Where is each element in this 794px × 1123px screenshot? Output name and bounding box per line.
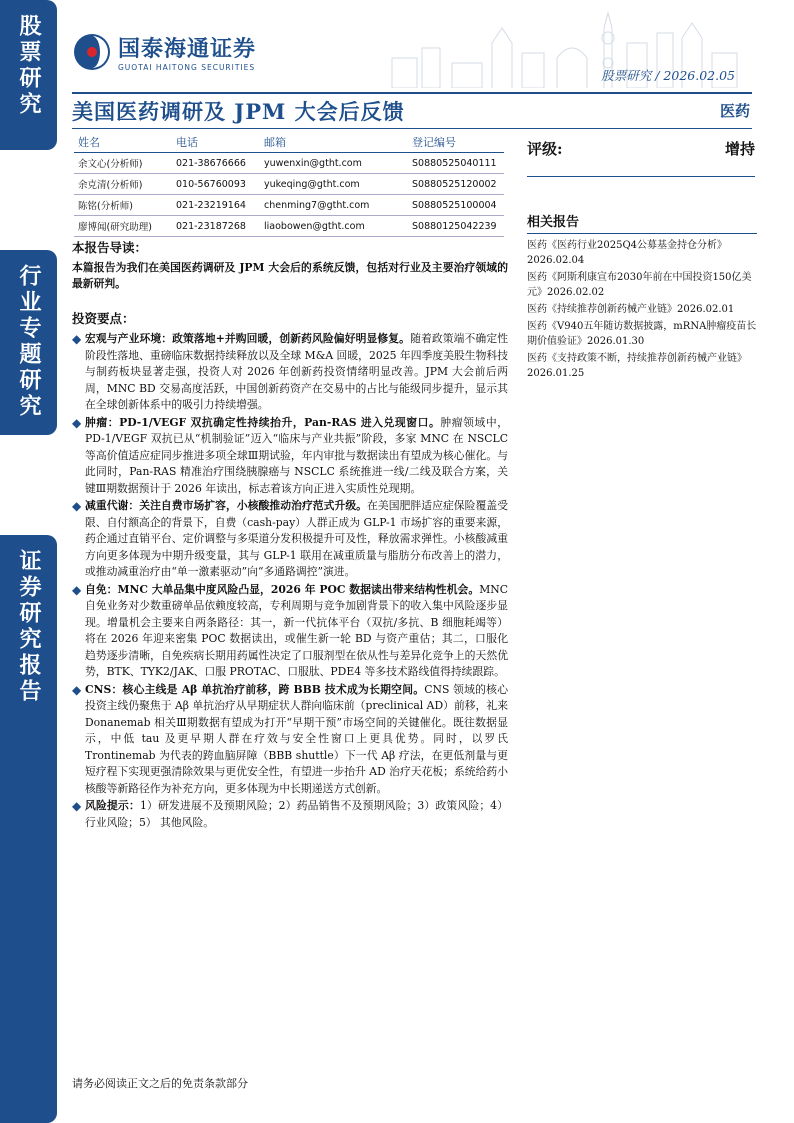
sidebar-label: 行业专题研究 xyxy=(16,264,41,420)
table-header-row xyxy=(74,132,504,153)
point-lead: CNS：核心主线是 Aβ 单抗治疗前移，跨 BBB 技术成为长期空间。 xyxy=(85,682,425,696)
analyst-email[interactable]: liaobowen@gtht.com xyxy=(260,216,408,237)
point-body: 在美国肥胖适应症保险覆盖受限、自付额高企的背景下，自费（cash-pay）人群正成为 GLP-1 市场扩容的重要来源，药企通过直销平台、定价调整与多渠道分发积极提升可及性，释放需求弹性。小核酸减重方向更多体现为中期升级变量，其与 GLP-1 联用在减重质量与脂肪分布改善上的潜力，或推动减重治疗由“单一激素驱动”向“多通路调控”演进。 xyxy=(85,499,508,578)
analyst-name: 余克清(分析师) xyxy=(74,174,172,195)
analyst-reg-no: S0880525120002 xyxy=(408,174,504,195)
point-body: CNS 领域的核心投资主线仍聚焦于 Aβ 单抗治疗从早期症状人群向临床前（preclinical AD）前移，礼来 Donanemab 相关Ⅲ期数据有望成为打开“早期干预”市场空间的关键催化。既往数据显示，中低 tau 及更早期人群在疗效与安全性窗口上更具优势。同时，以罗氏 Trontinemab 为代表的跨血脑屏障（BBB shuttle）下一代 Aβ 疗法，在更低剂量与更短疗程下实现更强清除效果与更优安全性，有望进一步抬升 AD 治疗天花板；系统给药小核酸等新路径作为补充方向，更多体现为中长期递送方式创新。 xyxy=(85,682,509,795)
list-item xyxy=(72,331,508,414)
rating xyxy=(527,138,755,159)
brand-logo xyxy=(72,32,256,72)
rating-divider xyxy=(527,176,755,177)
list-item xyxy=(72,682,508,798)
related-report-link[interactable]: 医药《持续推荐创新药械产业链》2026.02.01 xyxy=(527,304,735,315)
related-reports xyxy=(527,215,757,383)
sidebar-label: 证券研究报告 xyxy=(16,549,41,705)
bullet-icon: ◆ xyxy=(72,582,82,597)
analyst-phone: 021-23187268 xyxy=(172,216,260,237)
sidebar-block-stock-research xyxy=(0,0,57,150)
bullet-icon: ◆ xyxy=(72,415,82,430)
col-header-reg-no: 登记编号 xyxy=(408,132,504,153)
header-divider xyxy=(72,92,752,94)
sidebar xyxy=(0,0,57,1123)
point-body: 随着政策端不确定性阶段性落地、重磅临床数据持续释放以及全球 M&A 回暖，2025 年四季度美股生物科技与制药板块显著走强，投资人对 2026 年创新药投资情绪明显改善。JPM 大会前后两周，MNC BD 交易高度活跃，中国创新药资产在交易中的占比与能级同步提升，显示其在全球创新体系中的吸引力持续增强。 xyxy=(85,332,509,411)
analyst-name: 余文心(分析师) xyxy=(74,153,172,174)
guide-heading: 本报告导读： xyxy=(72,240,148,255)
page-title: 美国医药调研及 JPM 大会后反馈 xyxy=(72,99,405,124)
table-row xyxy=(74,216,504,237)
analyst-reg-no: S0880525100004 xyxy=(408,195,504,216)
table-row xyxy=(74,174,504,195)
analyst-email[interactable]: yuwenxin@gtht.com xyxy=(260,153,408,174)
brand-name-cn: 国泰海通证券 xyxy=(118,37,257,62)
point-lead: 肿瘤：PD-1/VEGF 双抗确定性持续抬升，Pan-RAS 进入兑现窗口。 xyxy=(85,415,441,429)
list-item xyxy=(72,798,508,831)
point-lead: 宏观与产业环境：政策落地+并购回暖，创新药风险偏好明显修复。 xyxy=(85,332,411,345)
analyst-name: 陈铭(分析师) xyxy=(74,195,172,216)
sidebar-block-industry-report xyxy=(0,250,57,435)
table-row xyxy=(74,153,504,174)
rating-value: 增持 xyxy=(724,140,755,158)
sidebar-label: 股票研究 xyxy=(16,14,41,118)
point-lead: 减重代谢：关注自费市场扩容，小核酸推动治疗范式升级。 xyxy=(85,499,368,512)
bullet-icon: ◆ xyxy=(72,499,82,513)
point-body: 1）研发进展不及预期风险；2）药品销售不及预期风险；3）政策风险；4）行业风险；5） 其他风险。 xyxy=(85,799,508,829)
bullet-icon: ◆ xyxy=(72,799,82,813)
sidebar-block-securities-report xyxy=(0,535,57,1123)
list-item xyxy=(72,498,508,581)
related-report-link[interactable]: 医药《支持政策不断，持续推荐创新药械产业链》2026.01.25 xyxy=(527,353,747,379)
guide-text: 本篇报告为我们在美国医药调研及 JPM 大会后的系统反馈，包括对行业及主要治疗领域的最新研判。 xyxy=(72,260,508,290)
report-type-date: 股票研究 / 2026.02.05 xyxy=(601,68,735,83)
related-reports-title: 相关报告 xyxy=(527,215,757,234)
title-divider xyxy=(72,128,752,129)
col-header-name: 姓名 xyxy=(74,132,172,153)
bullet-icon: ◆ xyxy=(72,332,82,346)
brand-logo-icon xyxy=(72,32,112,72)
brand-name-en: GUOTAI HAITONG SECURITIES xyxy=(118,63,256,72)
bullet-icon: ◆ xyxy=(72,682,82,697)
col-header-phone: 电话 xyxy=(172,132,260,153)
point-body: MNC 自免业务对少数重磅单品依赖度较高，专利周期与竞争加剧背景下的收入集中风险逐步显现。增量机会主要来自两条路径：其一，新一代抗体平台（双抗/多抗、B 细胞耗竭等）将在 2026 年迎来密集 POC 数据读出，或催生新一轮 BD 与资产重估；其二，口服化趋势逐步清晰，自免疾病长期用药属性决定了口服剂型在依从性与差异化竞争上的天然优势，BTK、TYK2/JAK、口服 PROTAC、口服肽、PDE4 等多技术路线值得持续跟踪。 xyxy=(85,582,508,678)
disclaimer-footer: 请务必阅读正文之后的免责条款部分 xyxy=(72,1077,248,1090)
point-lead: 自免：MNC 大单品集中度风险凸显，2026 年 POC 数据读出带来结构性机会。 xyxy=(85,582,480,596)
related-report-link[interactable]: 医药《V940五年随访数据披露，mRNA肿瘤疫苗长期价值验证》2026.01.30 xyxy=(527,321,757,347)
points-heading: 投资要点： xyxy=(72,310,135,326)
analyst-email[interactable]: yukeqing@gtht.com xyxy=(260,174,408,195)
point-body: 肿瘤领域中，PD-1/VEGF 双抗已从“机制验证”迈入“临床与产业共振”阶段，多家 MNC 在 NSCLC 等高价值适应症同步推进多项全球Ⅲ期试验，年内审批与数据读出有望成为核心催化。与此同时，Pan-RAS 精准治疗围绕胰腺癌与 NSCLC 系统推进一线/二线及联合方案，关键Ⅲ期数据预计于 2026 年读出，标志着该方向正进入实质性兑现期。 xyxy=(85,415,508,495)
col-header-email: 邮箱 xyxy=(260,132,408,153)
analyst-reg-no: S0880125042239 xyxy=(408,216,504,237)
analyst-phone: 021-38676666 xyxy=(172,153,260,174)
header xyxy=(72,0,772,92)
related-report-link[interactable]: 医药《阿斯利康宣布2030年前在中国投资150亿美元》2026.02.02 xyxy=(527,272,752,298)
analyst-phone: 010-56760093 xyxy=(172,174,260,195)
table-row xyxy=(74,195,504,216)
analyst-email[interactable]: chenming7@gtht.com xyxy=(260,195,408,216)
list-item xyxy=(72,415,508,498)
sector-label: 医药 xyxy=(719,102,750,120)
main-content xyxy=(72,240,508,832)
analyst-name: 廖博闻(研究助理) xyxy=(74,216,172,237)
rating-label: 评级: xyxy=(527,140,563,158)
list-item xyxy=(72,582,508,681)
related-report-link[interactable]: 医药《医药行业2025Q4公募基金持仓分析》2026.02.04 xyxy=(527,240,728,266)
analyst-reg-no: S0880525040111 xyxy=(408,153,504,174)
analyst-table xyxy=(74,132,504,237)
analyst-phone: 021-23219164 xyxy=(172,195,260,216)
point-lead: 风险提示： xyxy=(85,799,140,812)
